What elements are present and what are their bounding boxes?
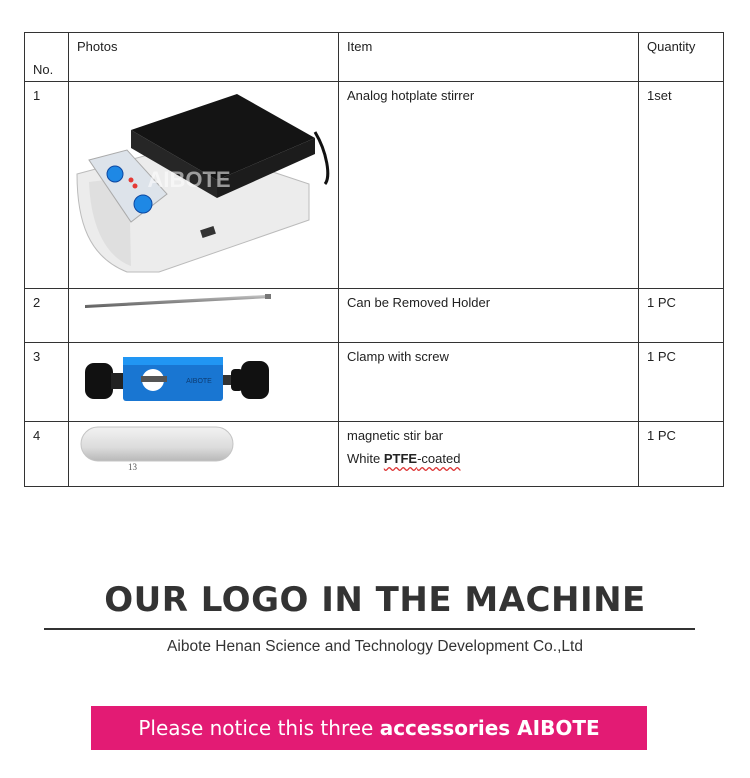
- banner-text-bold: accessories AIBOTE: [379, 716, 600, 740]
- row-item: Analog hotplate stirrer: [339, 82, 639, 289]
- watermark-text: AIBOTE: [147, 167, 231, 192]
- row-number: 3: [25, 343, 69, 422]
- clamp-brand-text: AIBOTE: [186, 378, 212, 385]
- company-name: Aibote Henan Science and Technology Development Co.,Ltd: [167, 638, 583, 655]
- clamp-image: [69, 343, 339, 422]
- table-row: [25, 82, 724, 289]
- title-divider: [44, 628, 695, 630]
- row-number: 2: [25, 289, 69, 343]
- row-item: Clamp with screw: [339, 343, 639, 422]
- accessories-notice-banner: [91, 706, 647, 750]
- table-row: [25, 289, 724, 343]
- row-quantity: 1set: [639, 82, 724, 289]
- accessories-table: [24, 32, 724, 487]
- item-detail-ptfe: PTFE: [383, 451, 418, 466]
- row-item: Can be Removed Holder: [339, 289, 639, 343]
- logo-section-title: OUR LOGO IN THE MACHINE: [104, 580, 646, 620]
- banner-text-regular: Please notice this three: [138, 716, 380, 740]
- table-row: [25, 343, 724, 422]
- header-photos: Photos: [69, 33, 339, 82]
- stir-bar-image: [69, 422, 339, 487]
- holder-rod-image: [69, 289, 339, 343]
- row-quantity: 1 PC: [639, 343, 724, 422]
- row-quantity: 1 PC: [639, 289, 724, 343]
- stir-bar-label: 13: [128, 462, 137, 472]
- table-row: [25, 422, 724, 487]
- header-item: Item: [339, 33, 639, 82]
- table-header-row: [25, 33, 724, 82]
- row-item: magnetic stir bar: [347, 428, 444, 443]
- header-no: No.: [25, 33, 69, 82]
- item-detail-prefix: White: [347, 451, 384, 466]
- hotplate-stirrer-image: [69, 82, 339, 289]
- item-detail-suffix: -coated: [417, 451, 461, 466]
- row-quantity: 1 PC: [639, 422, 724, 487]
- header-quantity: Quantity: [639, 33, 724, 82]
- row-item-cell: [339, 422, 639, 487]
- row-item-detail: [347, 451, 630, 466]
- row-number: 4: [25, 422, 69, 487]
- row-number: 1: [25, 82, 69, 289]
